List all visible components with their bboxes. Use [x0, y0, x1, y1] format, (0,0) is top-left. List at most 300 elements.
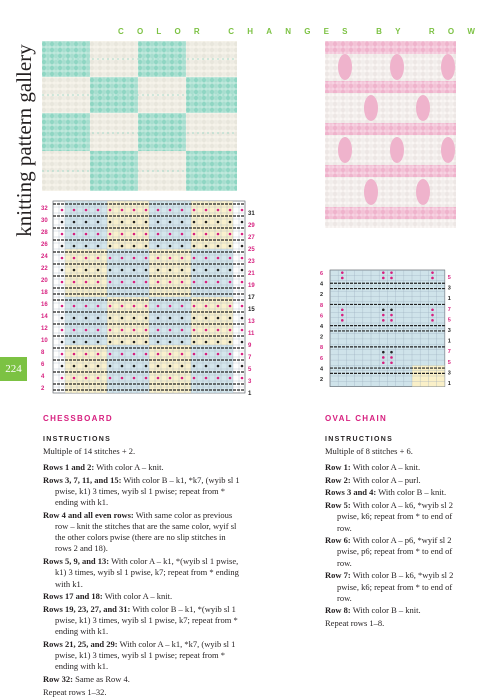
chart-row-number-left: 8	[320, 345, 324, 352]
instruction-row-label: Row 5:	[325, 500, 351, 511]
chart-row-number-left: 2	[320, 377, 324, 383]
chessboard-instructions-label: INSTRUCTIONS	[43, 436, 112, 443]
chart-stitch-dot	[73, 281, 76, 284]
chart-stitch-dot	[97, 341, 100, 344]
chart-stitch-dot	[145, 221, 148, 224]
chart-stitch-dot	[145, 305, 148, 308]
chart-row-number-left: 2	[320, 334, 324, 341]
chart-stitch-dot	[229, 209, 232, 212]
chart-row-number-left: 6	[320, 271, 324, 277]
chart-stitch-dot	[217, 305, 220, 308]
chart-stitch-dot	[85, 209, 88, 212]
instruction-row-label: Rows 19, 23, 27, and 31:	[43, 603, 131, 614]
chart-stitch-dot	[145, 281, 148, 284]
chart-stitch-dot	[121, 221, 124, 224]
instruction-row-label: Rows 17 and 18:	[43, 591, 103, 602]
chart-row-number-left: 8	[320, 302, 324, 309]
instruction-row-label: Row 2:	[325, 474, 351, 485]
chart-stitch-dot	[61, 329, 64, 332]
chart-stitch-dot	[193, 353, 196, 356]
chart-stitch-dot	[241, 317, 244, 320]
chart-stitch-dot	[193, 281, 196, 284]
chart-stitch-dot	[229, 377, 232, 380]
chart-stitch-dot	[431, 277, 434, 280]
chart-stitch-dot	[157, 233, 160, 236]
chart-stitch-dot	[217, 245, 220, 248]
instruction-row-text: With same color as previous row – knit the stitches that are the same color, wyif sl the other colors pwise (there are no slip stitches in rows 2 and 18).	[55, 509, 237, 554]
chart-stitch-dot	[217, 221, 220, 224]
instruction-row	[325, 487, 457, 498]
instruction-row-label: Row 6:	[325, 535, 351, 546]
chart-stitch-dot	[61, 221, 64, 224]
chart-stitch-dot	[133, 365, 136, 368]
chart-stitch-dot	[73, 329, 76, 332]
chart-stitch-dot	[181, 329, 184, 332]
chart-stitch-dot	[73, 377, 76, 380]
chart-row-number-right: 13	[248, 319, 255, 325]
chart-stitch-dot	[193, 365, 196, 368]
instruction-row	[43, 639, 243, 673]
chart-stitch-dot	[205, 257, 208, 260]
chart-stitch-dot	[109, 353, 112, 356]
chart-stitch-dot	[390, 271, 393, 274]
chart-stitch-dot	[193, 305, 196, 308]
chart-stitch-dot	[121, 257, 124, 260]
chart-row-number-left: 10	[41, 338, 48, 344]
chart-stitch-dot	[193, 377, 196, 380]
chart-stitch-dot	[109, 209, 112, 212]
chart-row-number-left: 24	[41, 254, 48, 260]
chart-stitch-dot	[73, 305, 76, 308]
instruction-row-text: With color A – knit.	[102, 591, 173, 602]
chart-stitch-dot	[229, 329, 232, 332]
chart-row-number-left: 28	[41, 230, 48, 236]
chart-row-number-right: 25	[248, 247, 255, 253]
chart-stitch-dot	[85, 245, 88, 248]
chart-stitch-dot	[217, 365, 220, 368]
instruction-row	[43, 674, 243, 685]
chart-stitch-dot	[145, 353, 148, 356]
chart-row-number-left: 14	[41, 314, 48, 320]
chart-stitch-dot	[181, 305, 184, 308]
chart-stitch-dot	[205, 353, 208, 356]
chart-stitch-dot	[205, 377, 208, 380]
chart-stitch-dot	[217, 281, 220, 284]
chart-stitch-dot	[73, 353, 76, 356]
chart-stitch-dot	[217, 233, 220, 236]
chart-stitch-dot	[241, 365, 244, 368]
chart-stitch-dot	[121, 329, 124, 332]
chart-stitch-dot	[73, 233, 76, 236]
chart-stitch-dot	[181, 341, 184, 344]
chart-stitch-dot	[85, 221, 88, 224]
chart-row-number-right: 21	[248, 271, 255, 277]
chart-row-number-left: 4	[320, 281, 324, 288]
instruction-row-text: With color A – knit.	[350, 462, 421, 472]
chart-stitch-dot	[217, 317, 220, 320]
chart-stitch-dot	[205, 281, 208, 284]
chart-stitch-dot	[61, 233, 64, 236]
chart-row-number-right: 1	[248, 391, 252, 397]
chart-stitch-dot	[85, 281, 88, 284]
chart-stitch-dot	[241, 329, 244, 332]
chart-stitch-dot	[85, 233, 88, 236]
chart-stitch-dot	[145, 233, 148, 236]
chart-stitch-dot	[109, 233, 112, 236]
instruction-row-text: Repeat rows 1–8.	[325, 618, 385, 629]
instruction-row-label: Rows 3 and 4:	[325, 487, 377, 498]
chart-stitch-dot	[390, 308, 393, 311]
chart-stitch-dot	[205, 221, 208, 224]
chart-stitch-dot	[382, 351, 385, 354]
page-number: 224	[0, 357, 27, 381]
chessboard-rows	[43, 462, 243, 700]
chart-stitch-dot	[169, 341, 172, 344]
chart-stitch-dot	[157, 257, 160, 260]
chart-stitch-dot	[97, 317, 100, 320]
chart-stitch-dot	[85, 269, 88, 272]
chart-stitch-dot	[431, 319, 434, 322]
chart-stitch-dot	[193, 269, 196, 272]
chart-row-number-right: 7	[447, 306, 451, 313]
chart-row-number-right: 11	[248, 331, 255, 337]
instruction-row-label: Row 7:	[325, 570, 351, 581]
chart-stitch-dot	[121, 341, 124, 344]
chart-stitch-dot	[382, 361, 385, 364]
oval-chain-rows	[325, 462, 457, 631]
chart-stitch-dot	[73, 221, 76, 224]
chart-stitch-dot	[181, 269, 184, 272]
chart-row-number-right: 5	[248, 367, 252, 373]
chart-stitch-dot	[97, 257, 100, 260]
chart-stitch-dot	[181, 257, 184, 260]
chart-row-number-right: 3	[447, 370, 451, 377]
chart-stitch-dot	[382, 308, 385, 311]
chart-stitch-dot	[193, 209, 196, 212]
chart-stitch-dot	[205, 269, 208, 272]
chart-stitch-dot	[85, 377, 88, 380]
instruction-row-text: Same as Row 4.	[72, 674, 130, 685]
chart-stitch-dot	[241, 353, 244, 356]
chart-stitch-dot	[133, 341, 136, 344]
chart-stitch-dot	[241, 269, 244, 272]
chart-stitch-dot	[205, 329, 208, 332]
chart-stitch-dot	[109, 221, 112, 224]
chart-stitch-dot	[61, 377, 64, 380]
chart-stitch-dot	[97, 221, 100, 224]
chart-stitch-dot	[109, 341, 112, 344]
chart-stitch-dot	[121, 269, 124, 272]
chart-row-number-right: 5	[447, 359, 451, 366]
instruction-row	[325, 462, 457, 473]
chart-stitch-dot	[205, 245, 208, 248]
oval-chain-swatch-photo	[325, 41, 456, 228]
chart-stitch-dot	[431, 308, 434, 311]
instruction-row-label: Row 4 and all even rows:	[43, 509, 134, 520]
chart-row-number-left: 20	[41, 278, 48, 284]
chart-row-number-right: 23	[248, 259, 255, 265]
chart-row-number-right: 1	[447, 381, 451, 387]
chart-stitch-dot	[193, 329, 196, 332]
chart-stitch-dot	[217, 257, 220, 260]
chart-stitch-dot	[97, 269, 100, 272]
chart-stitch-dot	[121, 209, 124, 212]
chart-stitch-dot	[241, 257, 244, 260]
chart-row-number-right: 1	[447, 296, 451, 303]
chart-stitch-dot	[169, 317, 172, 320]
chart-stitch-dot	[121, 377, 124, 380]
chart-stitch-dot	[85, 329, 88, 332]
chart-stitch-dot	[109, 245, 112, 248]
chart-stitch-dot	[390, 277, 393, 280]
chessboard-chart	[39, 199, 255, 399]
chart-stitch-dot	[157, 341, 160, 344]
chart-stitch-dot	[73, 209, 76, 212]
chart-row-number-left: 8	[41, 350, 45, 356]
instruction-row-label: Rows 1 and 2:	[43, 462, 95, 472]
chart-stitch-dot	[97, 353, 100, 356]
chart-stitch-dot	[181, 209, 184, 212]
chart-stitch-dot	[431, 314, 434, 317]
chart-stitch-dot	[229, 233, 232, 236]
chart-stitch-dot	[133, 245, 136, 248]
chart-stitch-dot	[205, 317, 208, 320]
chart-stitch-dot	[169, 281, 172, 284]
instruction-row-text: Repeat rows 1–32.	[43, 686, 107, 697]
chart-row-number-left: 22	[41, 266, 48, 272]
chart-stitch-dot	[85, 257, 88, 260]
oval-chain-chart	[320, 268, 456, 396]
chart-stitch-dot	[181, 233, 184, 236]
chart-stitch-dot	[157, 365, 160, 368]
chart-stitch-dot	[109, 269, 112, 272]
chart-stitch-dot	[109, 317, 112, 320]
chart-stitch-dot	[61, 245, 64, 248]
chart-stitch-dot	[157, 329, 160, 332]
chart-stitch-dot	[390, 351, 393, 354]
chart-stitch-dot	[382, 356, 385, 359]
chart-stitch-dot	[169, 377, 172, 380]
instruction-row-text: With color B – knit.	[376, 487, 447, 498]
chart-stitch-dot	[133, 209, 136, 212]
instruction-row-text: With color A – k6, *wyib sl 2 pwise, k6; repeat from * to end of row.	[337, 500, 453, 533]
chart-stitch-dot	[97, 233, 100, 236]
chart-stitch-dot	[390, 361, 393, 364]
chart-stitch-dot	[229, 221, 232, 224]
chart-row-number-right: 31	[248, 211, 255, 217]
instruction-row-text: With color B – k1, *(wyib sl 1 pwise, k1) 3 times, wyib sl 1 pwise, k7; repeat from * ending with k1.	[55, 603, 238, 637]
chart-stitch-dot	[157, 221, 160, 224]
oval-chain-multiple: Multiple of 8 stitches + 6.	[325, 446, 413, 456]
chart-row-number-right: 9	[248, 343, 252, 349]
chart-row-number-left: 2	[41, 386, 45, 392]
chart-stitch-dot	[61, 305, 64, 308]
chart-stitch-dot	[133, 269, 136, 272]
chart-stitch-dot	[133, 281, 136, 284]
chart-stitch-dot	[133, 221, 136, 224]
chart-stitch-dot	[85, 365, 88, 368]
chart-row-number-right: 19	[248, 283, 255, 289]
chart-stitch-dot	[229, 353, 232, 356]
chart-stitch-dot	[145, 317, 148, 320]
chart-row-number-left: 16	[41, 302, 48, 308]
chart-row-number-left: 4	[320, 324, 324, 330]
chart-stitch-dot	[217, 329, 220, 332]
chart-row-number-left: 26	[41, 242, 48, 248]
chart-row-number-right: 7	[248, 355, 252, 361]
chart-row-number-right: 5	[447, 275, 451, 281]
chart-stitch-dot	[61, 353, 64, 356]
chart-row-number-right: 15	[248, 307, 255, 313]
chart-row-number-left: 32	[41, 206, 48, 212]
chart-stitch-dot	[85, 353, 88, 356]
chart-stitch-dot	[61, 209, 64, 212]
chart-stitch-dot	[241, 233, 244, 236]
instruction-row	[43, 510, 243, 555]
oval-chain-title: OVAL CHAIN	[325, 414, 388, 423]
chart-stitch-dot	[229, 365, 232, 368]
chart-stitch-dot	[241, 221, 244, 224]
instruction-row-label: Rows 3, 7, 11, and 15:	[43, 474, 122, 485]
chart-row-number-left: 30	[41, 218, 48, 224]
chart-stitch-dot	[97, 305, 100, 308]
chart-stitch-dot	[157, 377, 160, 380]
chart-stitch-dot	[73, 245, 76, 248]
chart-stitch-dot	[157, 209, 160, 212]
chart-stitch-dot	[181, 377, 184, 380]
instruction-row-text: With color A – p6, *wyif sl 2 pwise, p6; repeat from * to end of row.	[337, 535, 453, 568]
chart-stitch-dot	[73, 269, 76, 272]
chart-stitch-dot	[181, 281, 184, 284]
chart-stitch-dot	[157, 305, 160, 308]
chart-stitch-dot	[121, 353, 124, 356]
chart-stitch-dot	[109, 329, 112, 332]
chart-stitch-dot	[109, 257, 112, 260]
chart-stitch-dot	[382, 271, 385, 274]
chart-stitch-dot	[157, 245, 160, 248]
chessboard-title: CHESSBOARD	[43, 414, 113, 423]
chart-stitch-dot	[85, 305, 88, 308]
chart-stitch-dot	[61, 281, 64, 284]
instruction-row-text: With color B – k6, *wyib sl 2 pwise, k6; repeat from * to end of row.	[337, 570, 454, 603]
chart-stitch-dot	[341, 308, 344, 311]
chart-row-number-left: 6	[41, 362, 45, 368]
chart-stitch-dot	[193, 233, 196, 236]
chart-stitch-dot	[61, 365, 64, 368]
chart-stitch-dot	[61, 317, 64, 320]
chart-stitch-dot	[157, 317, 160, 320]
chart-row-number-left: 2	[320, 292, 324, 299]
chart-stitch-dot	[97, 209, 100, 212]
chart-row-number-right: 7	[447, 349, 451, 356]
chart-row-number-left: 12	[41, 326, 48, 332]
chart-stitch-dot	[133, 329, 136, 332]
chart-stitch-dot	[390, 314, 393, 317]
chart-stitch-dot	[229, 245, 232, 248]
instruction-row-text: With color A – k1, *(wyib sl 1 pwise, k1) 3 times, wyib sl 1 pwise, k7; repeat from * ending with k1.	[55, 556, 239, 589]
chart-stitch-dot	[97, 245, 100, 248]
chart-stitch-dot	[382, 319, 385, 322]
instruction-row-label: Rows 21, 25, and 29:	[43, 639, 118, 650]
chart-stitch-dot	[341, 271, 344, 274]
chart-stitch-dot	[73, 341, 76, 344]
instruction-row	[43, 475, 243, 509]
chart-stitch-dot	[97, 377, 100, 380]
chart-stitch-dot	[97, 329, 100, 332]
instruction-row	[43, 687, 243, 698]
chart-stitch-dot	[241, 281, 244, 284]
chart-stitch-dot	[169, 353, 172, 356]
chart-stitch-dot	[241, 305, 244, 308]
chart-stitch-dot	[145, 377, 148, 380]
chart-stitch-dot	[73, 365, 76, 368]
instruction-row	[325, 500, 457, 534]
chart-stitch-dot	[205, 365, 208, 368]
chart-stitch-dot	[390, 319, 393, 322]
chart-stitch-dot	[133, 377, 136, 380]
instruction-row	[325, 535, 457, 569]
chart-stitch-dot	[109, 365, 112, 368]
chart-stitch-dot	[341, 319, 344, 322]
chart-stitch-dot	[229, 317, 232, 320]
chart-stitch-dot	[193, 221, 196, 224]
chart-row-number-right: 3	[248, 379, 252, 385]
chart-stitch-dot	[169, 245, 172, 248]
chart-stitch-dot	[109, 281, 112, 284]
chart-stitch-dot	[217, 209, 220, 212]
chart-row-number-right: 3	[447, 285, 451, 292]
chart-row-number-right: 27	[248, 235, 255, 241]
chart-stitch-dot	[241, 341, 244, 344]
chart-stitch-dot	[121, 305, 124, 308]
chart-stitch-dot	[205, 233, 208, 236]
chart-stitch-dot	[145, 257, 148, 260]
chart-stitch-dot	[85, 341, 88, 344]
chart-stitch-dot	[121, 317, 124, 320]
instruction-row	[325, 570, 457, 604]
instruction-row-label: Row 1:	[325, 462, 351, 472]
chart-stitch-dot	[193, 341, 196, 344]
chart-stitch-dot	[121, 245, 124, 248]
instruction-row-label: Rows 5, 9, and 13:	[43, 556, 110, 567]
chart-stitch-dot	[229, 341, 232, 344]
chart-stitch-dot	[145, 329, 148, 332]
chart-stitch-dot	[169, 233, 172, 236]
chart-stitch-dot	[133, 353, 136, 356]
chart-stitch-dot	[169, 305, 172, 308]
chart-stitch-dot	[97, 281, 100, 284]
chart-stitch-dot	[157, 269, 160, 272]
chart-stitch-dot	[169, 269, 172, 272]
chart-stitch-dot	[217, 377, 220, 380]
chart-row-number-right: 1	[447, 338, 451, 345]
chart-stitch-dot	[97, 365, 100, 368]
chart-row-number-left: 4	[41, 374, 45, 380]
chart-stitch-dot	[145, 245, 148, 248]
chart-stitch-dot	[157, 281, 160, 284]
chart-stitch-dot	[133, 305, 136, 308]
chart-stitch-dot	[61, 257, 64, 260]
chart-stitch-dot	[169, 209, 172, 212]
chart-stitch-dot	[109, 305, 112, 308]
chart-row-number-right: 5	[447, 317, 451, 324]
chart-row-number-right: 29	[248, 223, 255, 229]
chart-stitch-dot	[73, 317, 76, 320]
chart-stitch-dot	[121, 281, 124, 284]
chart-row-number-left: 6	[320, 355, 324, 362]
chart-stitch-dot	[181, 221, 184, 224]
instruction-row-text: With color B – knit.	[350, 605, 421, 616]
